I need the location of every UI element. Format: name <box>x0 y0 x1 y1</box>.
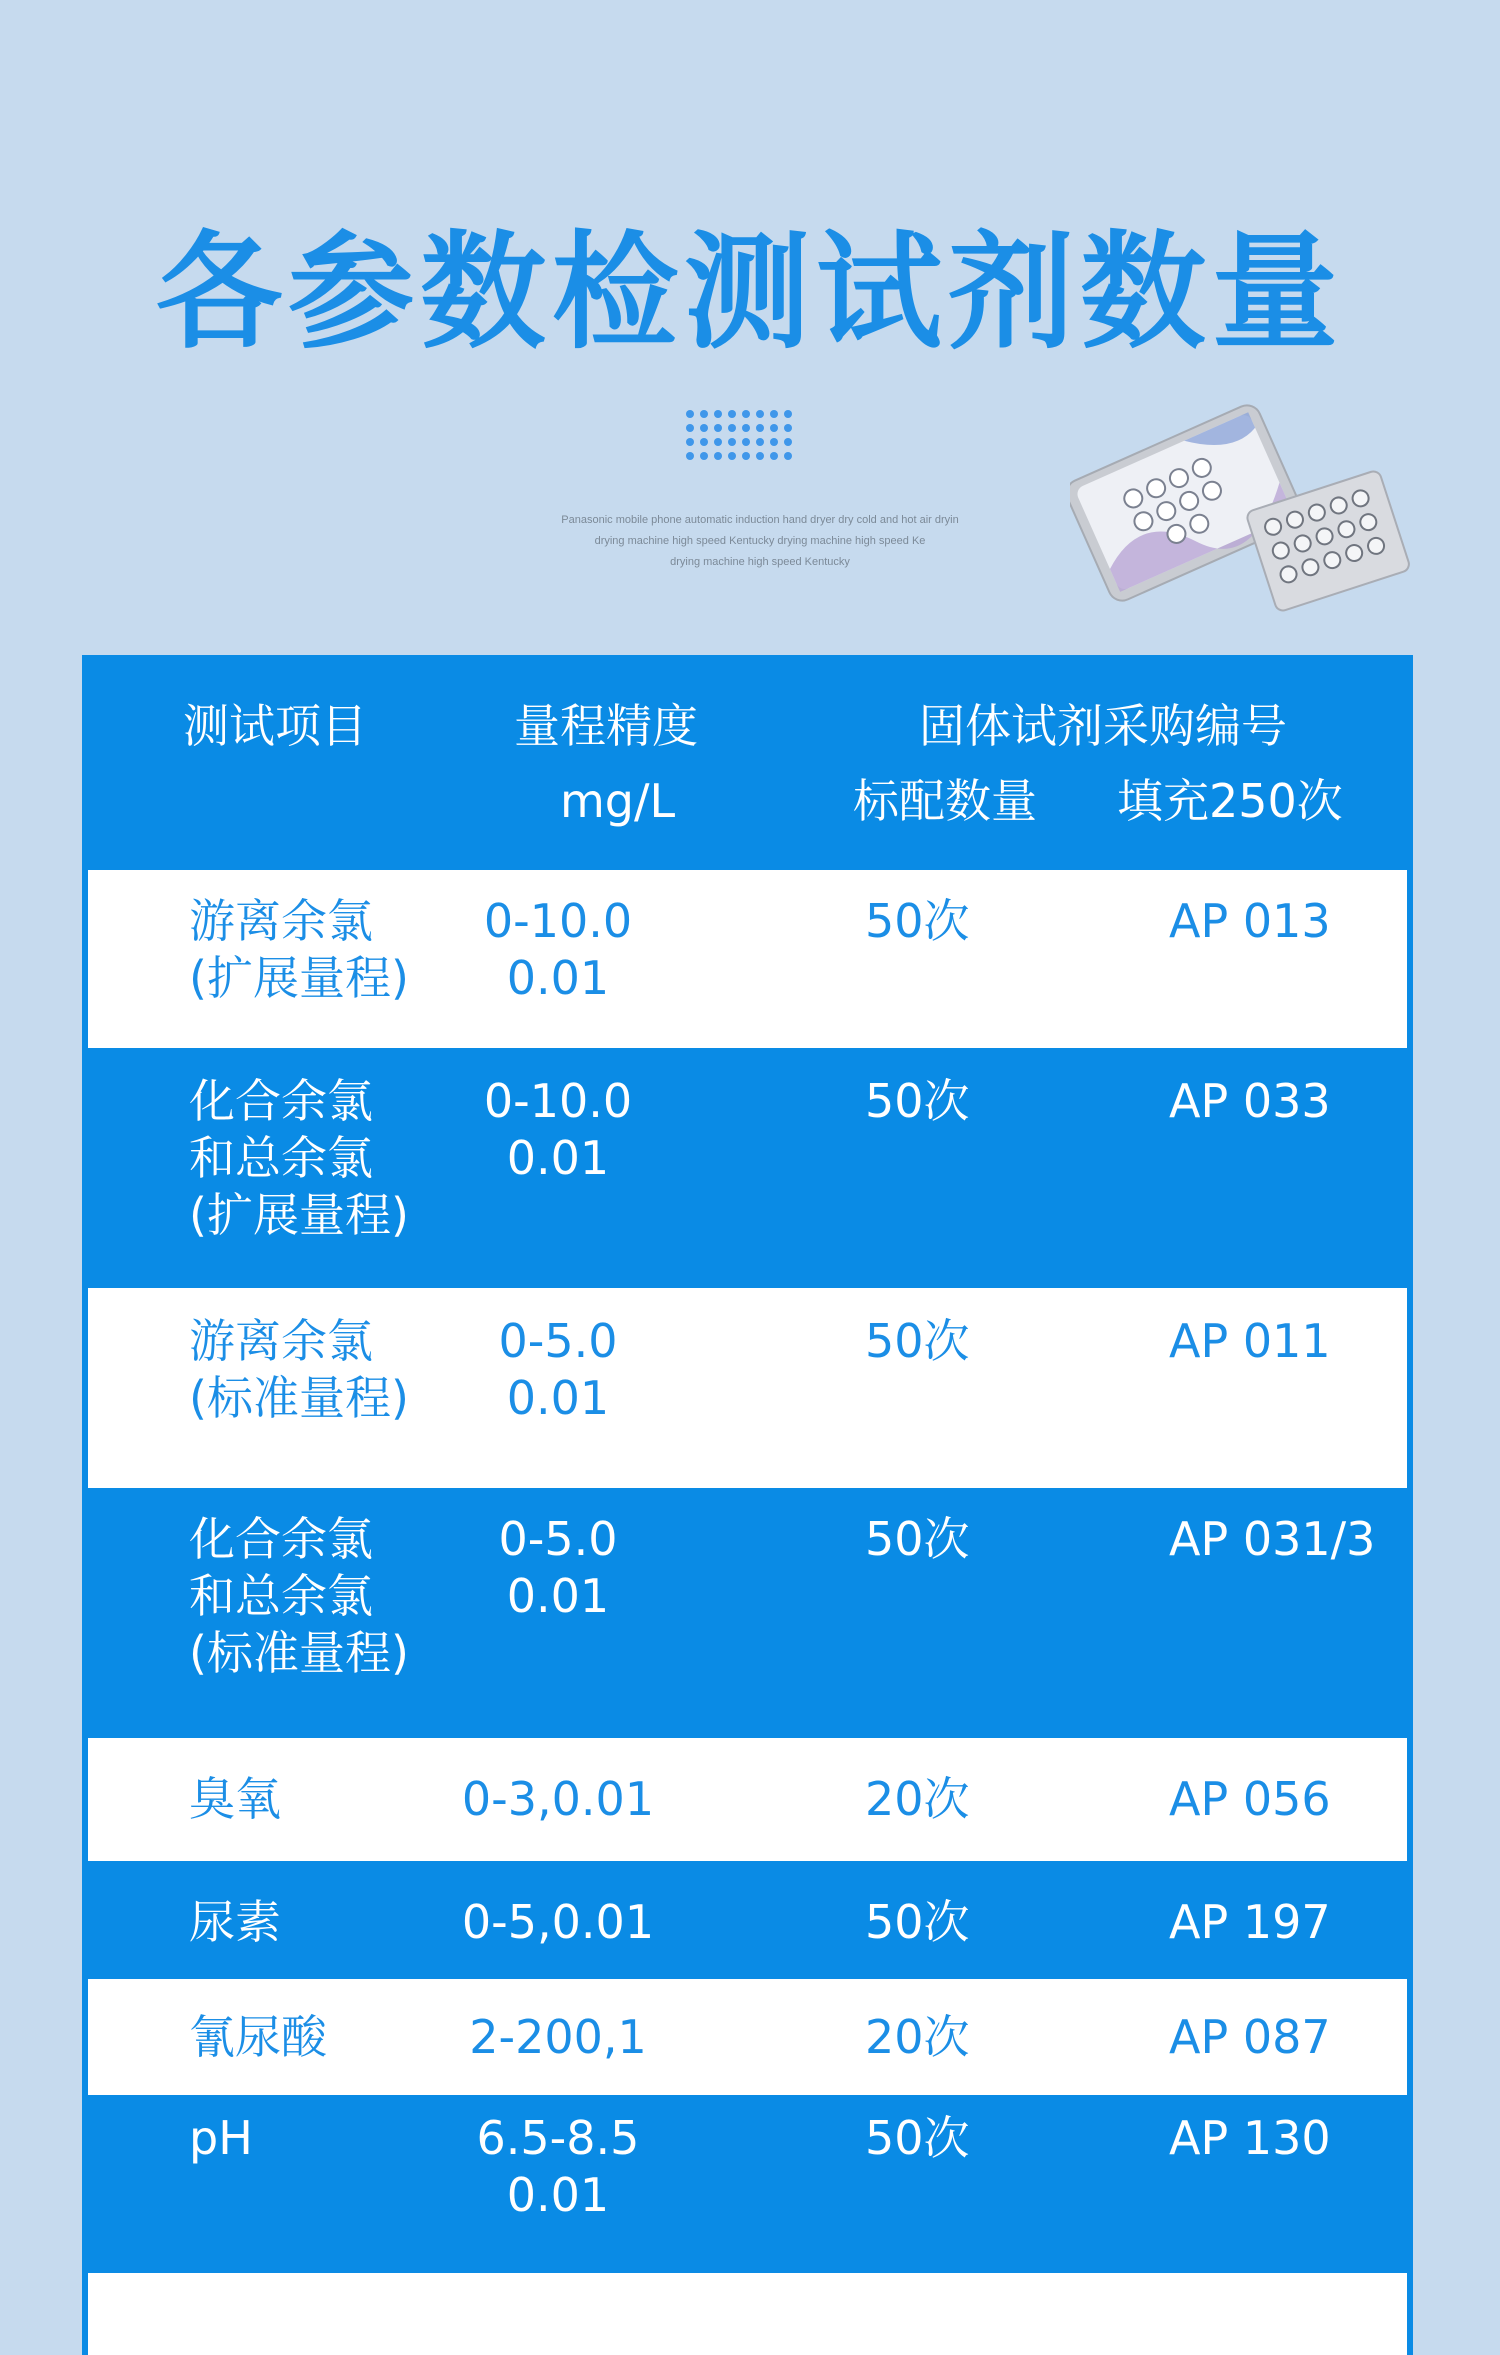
row-test-item: 化合余氯 和总余氯 (扩展量程) <box>189 1074 409 1242</box>
row-range: 6.5-8.5 0.01 <box>476 2111 640 2222</box>
row-qty: 50次 <box>865 1512 970 1566</box>
subtitle-text <box>500 510 1020 573</box>
subtitle-line: Panasonic mobile phone automatic induction hand dryer dry cold and hot air dryin <box>561 514 959 526</box>
row-range: 0-5,0.01 <box>461 1895 655 1949</box>
row-range: 0-5.0 0.01 <box>498 1512 618 1623</box>
row-code: AP 011 <box>1169 1314 1331 1368</box>
row-range: 2-200,1 <box>469 2010 647 2064</box>
subtitle-line: drying machine high speed Kentucky <box>670 556 850 568</box>
row-test-item: 化合余氯 和总余氯 (标准量程) <box>189 1512 409 1680</box>
header-refill: 填充250次 <box>1117 774 1343 828</box>
row-qty: 50次 <box>865 1074 970 1128</box>
row-range: 0-3,0.01 <box>461 1772 655 1826</box>
row-qty: 50次 <box>865 894 970 948</box>
row-range: 0-5.0 0.01 <box>498 1314 618 1425</box>
row-code: AP 033 <box>1169 1074 1331 1128</box>
header-standard-qty: 标配数量 <box>853 774 1037 828</box>
row-test-item: 氰尿酸 <box>189 2010 327 2064</box>
table-row <box>88 870 1407 1048</box>
table-row <box>88 1861 1407 1979</box>
row-code: AP 031/3 <box>1169 1512 1376 1566</box>
row-qty: 50次 <box>865 1895 970 1949</box>
reagent-table <box>82 655 1413 2355</box>
row-test-item: 游离余氯 (标准量程) <box>189 1314 409 1425</box>
header-reagent-code-group: 固体试剂采购编号 <box>919 699 1287 753</box>
table-row <box>88 1738 1407 1861</box>
row-code: AP 013 <box>1169 894 1331 948</box>
table-row <box>88 1488 1407 1738</box>
row-code: AP 056 <box>1169 1772 1331 1826</box>
row-test-item: 臭氧 <box>189 1772 281 1826</box>
row-range: 0-10.0 0.01 <box>483 1074 633 1185</box>
row-test-item: pH <box>189 2111 253 2165</box>
header-range-precision: 量程精度 <box>514 699 698 753</box>
row-qty: 50次 <box>865 2111 970 2165</box>
reagent-kit-product-image <box>1070 385 1410 625</box>
decorative-dot-grid <box>686 410 792 460</box>
header-unit: mg/L <box>560 774 676 828</box>
row-qty: 20次 <box>865 1772 970 1826</box>
table-row <box>88 1288 1407 1488</box>
table-row <box>88 1979 1407 2095</box>
page-title: 各参数检测试剂数量 <box>156 219 1344 366</box>
table-row-partial <box>88 2273 1407 2355</box>
row-code: AP 130 <box>1169 2111 1331 2165</box>
table-row <box>88 2095 1407 2273</box>
table-row <box>88 1048 1407 1288</box>
row-range: 0-10.0 0.01 <box>483 894 633 1005</box>
row-code: AP 087 <box>1169 2010 1331 2064</box>
header-test-item: 测试项目 <box>183 699 367 753</box>
row-test-item: 游离余氯 (扩展量程) <box>189 894 409 1005</box>
row-test-item: 尿素 <box>189 1895 281 1949</box>
row-qty: 50次 <box>865 1314 970 1368</box>
row-qty: 20次 <box>865 2010 970 2064</box>
row-code: AP 197 <box>1169 1895 1331 1949</box>
table-header <box>82 655 1413 870</box>
subtitle-line: drying machine high speed Kentucky drying machine high speed Ke <box>594 535 926 547</box>
